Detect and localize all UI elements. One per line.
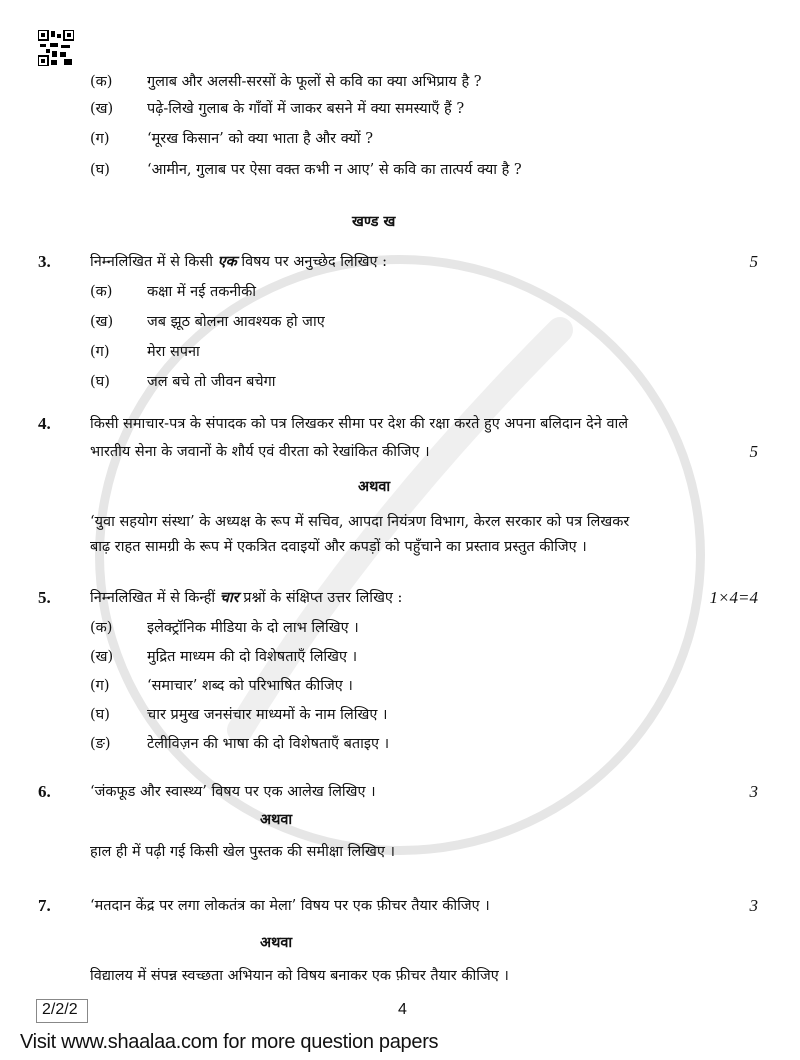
question-number: 4. bbox=[38, 414, 51, 433]
alt-question-text: हाल ही में पढ़ी गई किसी खेल पुस्तक की समीक्षा लिखिए । bbox=[90, 844, 395, 860]
section-title: खण्ड ख bbox=[352, 213, 396, 230]
part-text: पढ़े-लिखे गुलाब के गाँवों में जाकर बसने में क्या समस्याएँ हैं ? bbox=[147, 101, 465, 117]
part-text: ‘आमीन, गुलाब पर ऐसा वक्त कभी न आए’ से कवि का तात्पर्य क्या है ? bbox=[147, 162, 522, 178]
part-label: (क) bbox=[90, 284, 113, 300]
part-label: (घ) bbox=[90, 162, 110, 178]
part-text: ‘मूरख किसान’ को क्या भाता है और क्यों ? bbox=[147, 131, 373, 147]
question-number: 5. bbox=[38, 588, 51, 607]
part-text: चार प्रमुख जनसंचार माध्यमों के नाम लिखिए । bbox=[147, 707, 388, 723]
qr-code-icon bbox=[38, 30, 74, 66]
part-text: ‘समाचार’ शब्द को परिभाषित कीजिए । bbox=[147, 678, 353, 694]
question-number: 6. bbox=[38, 782, 51, 801]
question-text: ‘जंकफूड और स्वास्थ्य’ विषय पर एक आलेख लिखिए । bbox=[90, 784, 376, 800]
question-number: 3. bbox=[38, 252, 51, 271]
question-marks: 5 bbox=[749, 442, 758, 461]
question-text: भारतीय सेना के जवानों के शौर्य एवं वीरता को रेखांकित कीजिए । bbox=[90, 444, 430, 460]
alt-question-text: विद्यालय में संपन्न स्वच्छता अभियान को विषय बनाकर एक फ़ीचर तैयार कीजिए । bbox=[90, 968, 509, 984]
paper-code: 2/2/2 bbox=[42, 1001, 78, 1018]
question-text: ‘मतदान केंद्र पर लगा लोकतंत्र का मेला’ विषय पर एक फ़ीचर तैयार कीजिए । bbox=[90, 898, 490, 914]
part-text: कक्षा में नई तकनीकी bbox=[147, 284, 257, 300]
question-text: किसी समाचार-पत्र के संपादक को पत्र लिखकर सीमा पर देश की रक्षा करते हुए अपना बलिदान देने वाले bbox=[90, 416, 629, 432]
or-label: अथवा bbox=[358, 478, 391, 495]
part-label: (ङ) bbox=[90, 736, 111, 752]
part-text: इलेक्ट्रॉनिक मीडिया के दो लाभ लिखिए । bbox=[147, 620, 359, 636]
or-label: अथवा bbox=[260, 934, 293, 951]
question-marks: 3 bbox=[749, 896, 758, 915]
part-text: गुलाब और अलसी-सरसों के फूलों से कवि का क्या अभिप्राय है ? bbox=[147, 74, 482, 90]
part-label: (ख) bbox=[90, 101, 114, 117]
part-label: (ग) bbox=[90, 131, 110, 147]
question-marks: 1×4=4 bbox=[709, 588, 758, 607]
part-label: (क) bbox=[90, 620, 113, 636]
or-label: अथवा bbox=[260, 811, 293, 828]
part-text: मेरा सपना bbox=[147, 344, 200, 360]
part-label: (ग) bbox=[90, 344, 110, 360]
part-label: (घ) bbox=[90, 374, 110, 390]
part-label: (ख) bbox=[90, 314, 114, 330]
part-text: मुद्रित माध्यम की दो विशेषताएँ लिखिए । bbox=[147, 649, 358, 665]
part-text: टेलीविज़न की भाषा की दो विशेषताएँ बताइए । bbox=[147, 736, 390, 752]
alt-question-text: बाढ़ राहत सामग्री के रूप में एकत्रित दवाइयों और कपड़ों को पहुँचाने का प्रस्ताव प्रस्तुत कीजिए । bbox=[90, 539, 587, 555]
part-text: जल बचे तो जीवन बचेगा bbox=[147, 374, 276, 390]
part-text: जब झूठ बोलना आवश्यक हो जाए bbox=[147, 314, 325, 330]
question-marks: 3 bbox=[749, 782, 758, 801]
page-number: 4 bbox=[398, 1001, 407, 1018]
visit-link[interactable]: Visit www.shaalaa.com for more question papers bbox=[20, 1031, 439, 1053]
part-label: (ग) bbox=[90, 678, 110, 694]
question-marks: 5 bbox=[749, 252, 758, 271]
question-number: 7. bbox=[38, 896, 51, 915]
alt-question-text: ‘युवा सहयोग संस्था’ के अध्यक्ष के रूप में सचिव, आपदा नियंत्रण विभाग, केरल सरकार को पत्र लिखकर bbox=[90, 514, 630, 530]
question-text: निम्नलिखित में से किन्हीं चार प्रश्नों के संक्षिप्त उत्तर लिखिए : bbox=[90, 589, 403, 606]
part-label: (घ) bbox=[90, 707, 110, 723]
part-label: (क) bbox=[90, 74, 113, 90]
question-text: निम्नलिखित में से किसी एक विषय पर अनुच्छेद लिखिए : bbox=[90, 253, 387, 270]
part-label: (ख) bbox=[90, 649, 114, 665]
